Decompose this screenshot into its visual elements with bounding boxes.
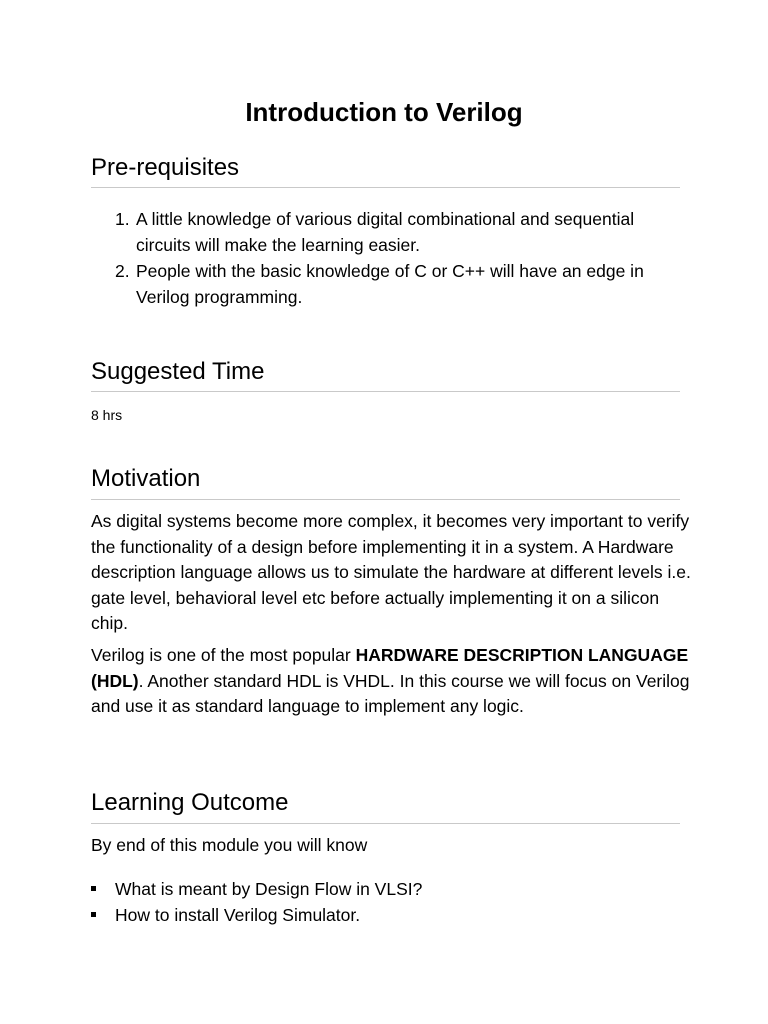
list-item-text-line2: Verilog programming. (136, 287, 303, 307)
paragraph-text: . Another standard HDL is VHDL. In this course we will focus on Verilog and use it as standard language to implement any logic. (91, 670, 690, 716)
list-item (91, 876, 691, 902)
prerequisites-list (91, 206, 691, 310)
motivation-paragraph-2 (91, 643, 691, 720)
list-item-text-line1: People with the basic knowledge of C or C++ will have an edge in (136, 261, 644, 281)
list-number: 2. (115, 261, 130, 281)
prerequisite-item (91, 206, 691, 258)
list-item-text: What is meant by Design Flow in VLSI? (115, 879, 423, 899)
prerequisite-item (91, 258, 691, 310)
suggested-time-heading: Suggested Time (91, 358, 265, 385)
motivation-heading: Motivation (91, 465, 201, 492)
square-bullet-icon (91, 912, 96, 917)
prerequisites-heading: Pre-requisites (91, 154, 240, 181)
learning-outcome-divider (91, 823, 680, 824)
learning-outcome-heading: Learning Outcome (91, 789, 289, 816)
list-item-text-line1: A little knowledge of various digital combinational and sequential (136, 209, 635, 229)
list-item-text-line2: circuits will make the learning easier. (136, 235, 421, 255)
suggested-time-value: 8 hrs (91, 407, 123, 423)
list-item (91, 902, 691, 928)
document-title: Introduction to Verilog (245, 97, 523, 127)
list-number: 1. (115, 209, 130, 229)
list-item-text: How to install Verilog Simulator. (115, 905, 361, 925)
learning-outcome-intro: By end of this module you will know (91, 835, 368, 855)
motivation-paragraph-1: As digital systems become more complex, it becomes very important to verify the functionality of a design before implementing it in a system. A Hardware description language allows us to simulate the hardware at different levels i.e. gate level, behavioral level etc before actually implementing it on a silicon chip. (91, 511, 691, 633)
paragraph-text: Verilog is one of the most popular (91, 645, 356, 665)
square-bullet-icon (91, 886, 96, 891)
suggested-time-divider (91, 391, 680, 392)
motivation-divider (91, 499, 680, 500)
prerequisites-divider (91, 187, 680, 188)
hdl-emphasis: HARDWARE DESCRIPTION LANGUAGE (HDL) (91, 645, 689, 691)
learning-outcome-list (91, 876, 691, 928)
